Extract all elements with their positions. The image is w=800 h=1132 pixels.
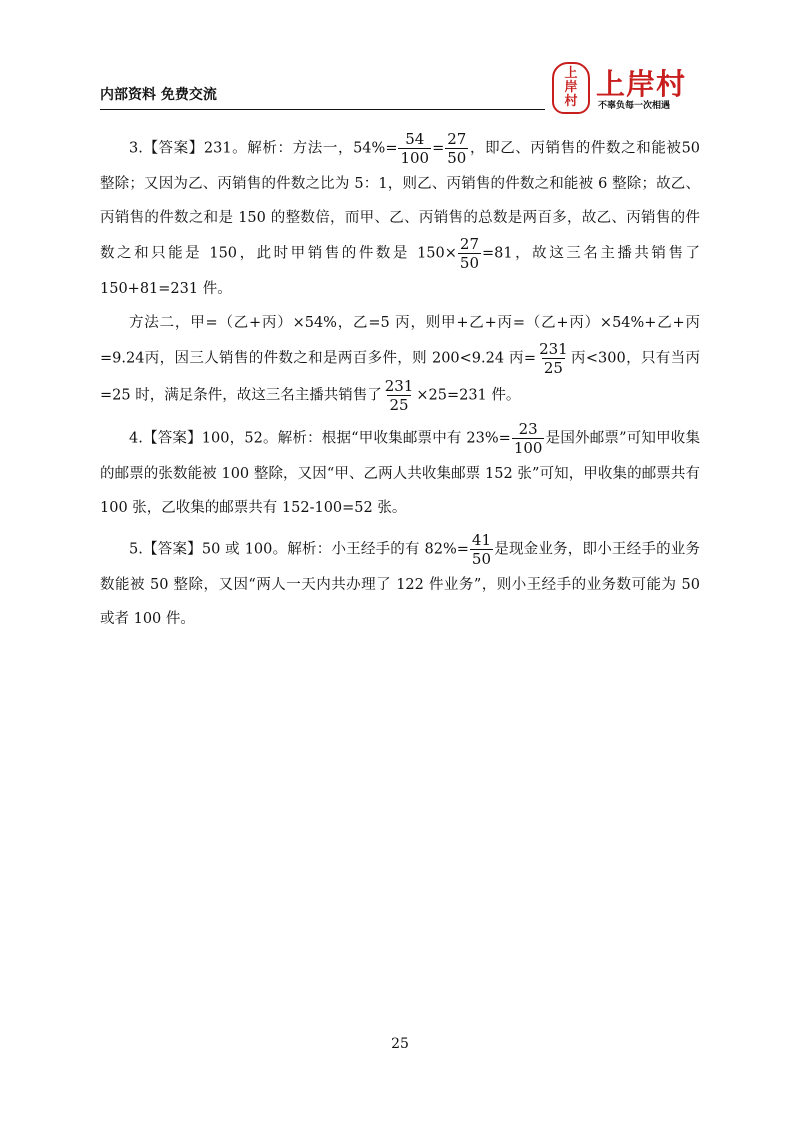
- header-title: 内部资料 免费交流: [100, 87, 217, 103]
- page-header: [100, 60, 720, 110]
- fraction: $\frac{27}{50}$: [447, 130, 467, 167]
- answer-3-method-2: 方法二，甲=（乙+丙）×54%，乙=5 丙，则甲+乙+丙=（乙+丙）×54%+乙+丙=9.24丙，因三人销售的件数之和是两百多件，则 200<9.24 丙= $\frac{231}{25}$ 丙<300，只有当丙=25 时，满足条件，故这三名主播共销售了 $\frac{231}{25}$ ×25=231 件。: [100, 315, 701, 414]
- fraction: $\frac{231}{25}$: [539, 340, 568, 377]
- answer-content: [100, 130, 700, 636]
- fraction: $\frac{41}{50}$: [471, 531, 492, 568]
- brand-logo: [552, 60, 722, 116]
- answer-4: 4.【答案】100，52。解析：根据“甲收集邮票中有 23%= $\frac{23}{100}$ 是国外邮票”可知甲收集的邮票的张数能被 100 整除，又因“甲、乙两人共收集邮票 152 张”可知，甲收集的邮票共有 100 张，乙收集的邮票共有 152-100=52 张。: [100, 420, 700, 516]
- answer-3: 3.【答案】231。解析：方法一，54%= $\frac{54}{100}$ = $\frac{27}{50}$ ，即乙、丙销售的件数之和能被50 整除；又因为乙、丙销售的件数之比为 5：1，则乙、丙销售的件数之和能被 6 整除；故乙、丙销售的件数之和是 150 的整数倍，而甲、乙、丙销售的总数是两百多，故乙、丙销售的件数之和只能是 150，此时甲销售的件数是 150× $\frac{27}{50}$ =81，故这三名主播共销售了 150+81=231 件。: [100, 130, 701, 297]
- fraction: $\frac{23}{100}$: [513, 420, 543, 457]
- seal-icon: 上 岸 村: [552, 62, 590, 114]
- brand-name: 上岸村: [596, 67, 687, 101]
- fraction: $\frac{231}{25}$: [384, 377, 414, 414]
- header-rule: [100, 109, 545, 111]
- page-number: 25: [391, 1036, 409, 1052]
- brand-slogan: 不辜负每一次相遇: [598, 101, 671, 111]
- fraction: $\frac{27}{50}$: [459, 235, 479, 272]
- fraction: $\frac{54}{100}$: [400, 130, 430, 167]
- answer-5: 5.【答案】50 或 100。解析：小王经手的有 82%= $\frac{41}{50}$ 是现金业务，即小王经手的业务数能被 50 整除，又因“两人一天内共办理了 122 件业务”，则小王经手的业务数可能为 50 或者 100 件。: [100, 531, 701, 627]
